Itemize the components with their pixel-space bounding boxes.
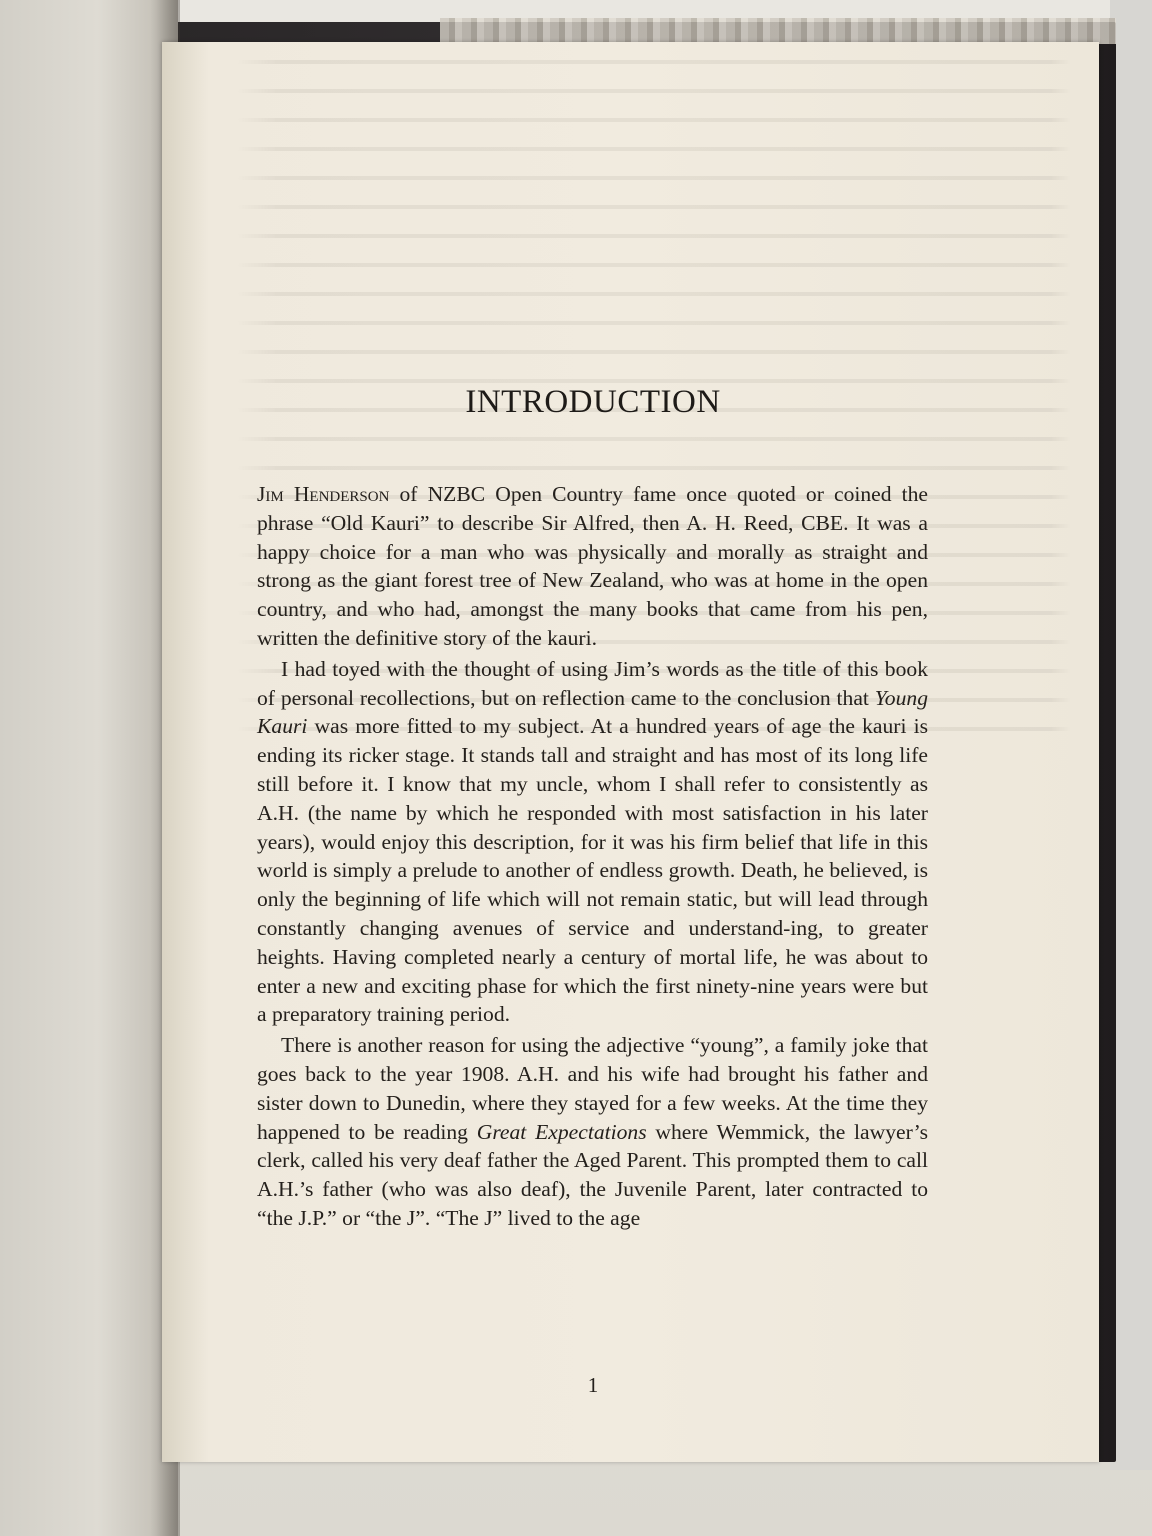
paragraph-text: There is another reason for using the adjective “young”, a family joke that goes back to the year 1908. A.H. and his wife had brought his father and sister down to Dunedin, where they stayed for a few weeks. At the time they happened to be reading [257,1033,928,1144]
paragraph-text: was more fitted to my subject. At a hundred years of age the kauri is ending its ricker stage. It stands tall and straight and has most of its long life still before it. I know that my uncle, whom I shall refer to consistently as A.H. (the name by which he responded with most satisfaction in his later years), would enjoy this description, for it was his firm belief that life in this world is simply a prelude to another of endless growth. Death, he believed, is only the beginning of life which will not remain static, but will lead through constantly changing avenues of service and understand-ing, to greater heights. Having completed nearly a century of mortal life, he was about to enter a new and exciting phase for which the first ninety-nine years were but a preparatory training period. [257,714,928,1027]
page-body [257,480,928,1235]
page-number: 1 [587,1373,599,1397]
paragraph-3 [257,1031,928,1233]
lead-name: Jim Henderson [257,482,390,506]
paragraph-2 [257,655,928,1029]
book-title-italic: Young Kauri [257,685,928,739]
page-title: INTRODUCTION [465,384,721,420]
worn-cover-edge [440,18,1116,44]
paragraph-text: of NZBC Open Country fame once quoted or coined the phrase “Old Kauri” to describe Sir Alfred, then A. H. Reed, CBE. It was a happy choice for a man who was physically and morally as straight and strong as the giant forest tree of New Zealand, who was at home in the open country, and who had, amongst the many books that came from his pen, written the definitive story of the kauri. [257,482,929,650]
paragraph-1 [257,480,928,653]
paragraph-text: I had toyed with the thought of using Jim’s words as the title of this book of personal recollections, but on reflection came to the conclusion that [257,656,928,710]
book-title-italic: Great Expectations [476,1119,647,1144]
backdrop [1110,0,1152,1470]
paragraph-text: where Wemmick, the lawyer’s clerk, called his very deaf father the Aged Parent. This prompted them to call A.H.’s father (who was also deaf), the Juvenile Parent, later contracted to “the J.P.” or “the J”. “The J” lived to the age [257,1119,928,1230]
